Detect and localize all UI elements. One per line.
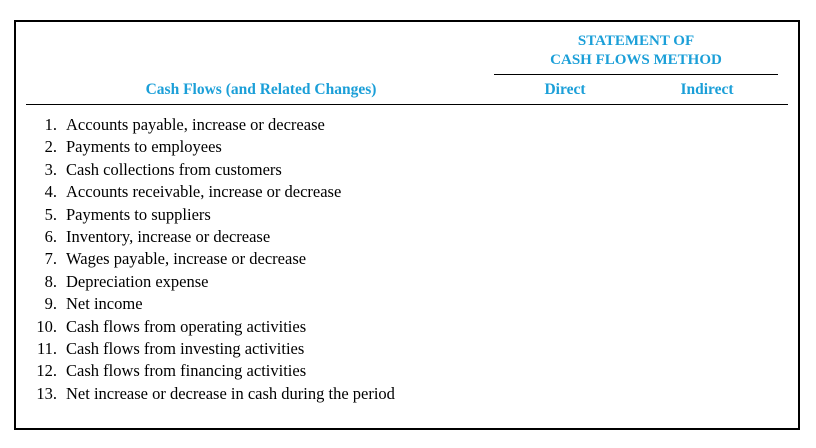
- table-row: [32, 293, 786, 315]
- row-number: 8.: [44, 271, 57, 291]
- table-row: [32, 226, 786, 248]
- row-text: Cash collections from customers: [66, 159, 282, 179]
- row-number: 4.: [44, 182, 57, 202]
- row-text: Accounts payable, increase or decrease: [66, 115, 325, 134]
- table-row: [32, 136, 786, 158]
- row-text: Wages payable, increase or decrease: [66, 249, 307, 269]
- row-number: 7.: [44, 249, 57, 269]
- method-subheaders: [494, 75, 778, 104]
- row-text: Accounts receivable, increase or decrease: [66, 182, 342, 202]
- column-header-direct: Direct: [544, 81, 586, 98]
- table-row: [32, 114, 786, 136]
- row-number: 5.: [44, 204, 57, 224]
- row-number: 12.: [36, 361, 57, 381]
- column-header-cash-flows: Cash Flows (and Related Changes): [145, 81, 377, 98]
- row-text: Net increase or decrease in cash during the period: [66, 383, 395, 403]
- row-text: Cash flows from operating activities: [66, 316, 307, 336]
- row-number: 10.: [36, 316, 57, 336]
- row-number: 6.: [44, 227, 57, 247]
- table-row: [32, 248, 786, 270]
- row-number: 3.: [44, 159, 57, 179]
- table-header: [28, 32, 786, 104]
- row-number: 11.: [36, 339, 57, 359]
- method-group-header-line1: STATEMENT OF: [577, 33, 695, 49]
- row-number: 13.: [36, 383, 57, 403]
- cash-flows-table: [14, 20, 800, 430]
- table-row: [32, 204, 786, 226]
- column-header-indirect: Indirect: [680, 81, 734, 98]
- table-row: [32, 360, 786, 382]
- table-row: [32, 181, 786, 203]
- method-group-header: [494, 32, 778, 75]
- table-row: [32, 271, 786, 293]
- row-text: Cash flows from financing activities: [66, 361, 307, 381]
- table-row: [32, 159, 786, 181]
- table-row: [32, 383, 786, 405]
- row-text: Depreciation expense: [66, 271, 209, 291]
- row-text: Payments to employees: [66, 137, 222, 157]
- row-text: Cash flows from investing activities: [66, 339, 305, 359]
- row-number: 1.: [44, 115, 57, 134]
- row-text: Payments to suppliers: [66, 204, 211, 224]
- method-group-header-line2: CASH FLOWS METHOD: [550, 52, 722, 68]
- table-row: [32, 338, 786, 360]
- row-number: 9.: [44, 294, 57, 314]
- row-list: [28, 105, 786, 405]
- row-text: Inventory, increase or decrease: [66, 227, 271, 247]
- row-text: Net income: [66, 294, 143, 314]
- table-row: [32, 316, 786, 338]
- method-column-group: [494, 32, 778, 104]
- row-number: 2.: [44, 137, 57, 157]
